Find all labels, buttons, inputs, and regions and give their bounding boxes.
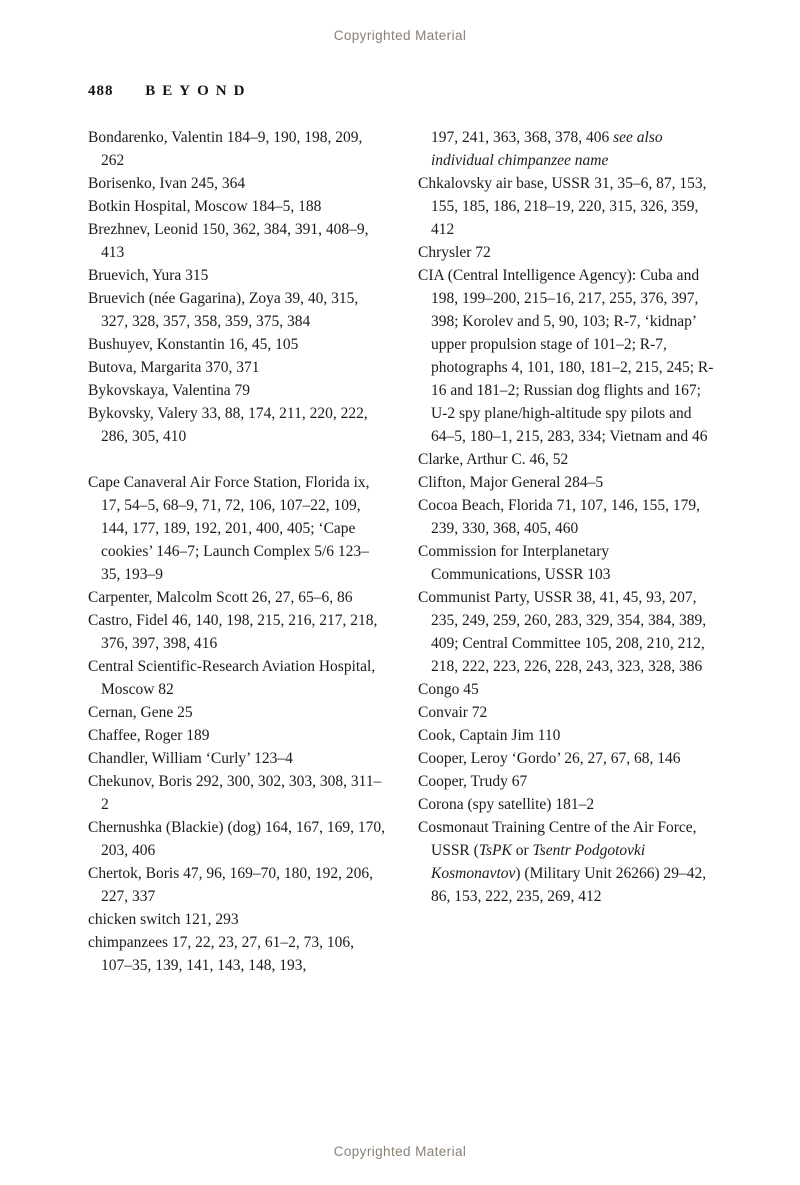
index-entry-text: Corona (spy satellite) 181–2 (418, 796, 595, 813)
index-entry (88, 724, 388, 747)
index-entry-italic-text: see also individual chimpanzee name (431, 129, 663, 169)
index-entry (88, 609, 388, 655)
index-entry (418, 264, 718, 448)
index-entry (418, 793, 718, 816)
index-entry (418, 471, 718, 494)
index-entry-text: chicken switch 121, 293 (88, 911, 239, 928)
index-entry (418, 241, 718, 264)
index-entry-text: Convair 72 (418, 704, 488, 721)
running-head: BEYOND (145, 83, 252, 99)
index-entry-text: or (511, 842, 533, 859)
index-column-right (418, 126, 718, 977)
index-entry (88, 333, 388, 356)
index-entry-text: Clarke, Arthur C. 46, 52 (418, 451, 569, 468)
index-entry-text: Chandler, William ‘Curly’ 123–4 (88, 750, 293, 767)
index-entry-text: Central Scientific-Research Aviation Hospital, Moscow 82 (88, 658, 376, 698)
index-entry-text: Chernushka (Blackie) (dog) 164, 167, 169, 170, 203, 406 (88, 819, 386, 859)
index-entry-text: CIA (Central Intelligence Agency): Cuba and 198, 199–200, 215–16, 217, 255, 376, 397, 398; Korolev and 5, 90, 103; R-7, ‘kidnap’ upper propulsion stage of 101–2; R-7, photographs 4, 101, 180, 181–2, 215, 245; R-16 and 181–2; Russian dog flights and 167; U-2 spy plane/high-altitude spy pilots and 64–5, 180–1, 215, 283, 334; Vietnam and 46 (418, 267, 714, 445)
index-entry (88, 586, 388, 609)
index-entry-text: ) (Military Unit 26266) 29–42, 86, 153, 222, 235, 269, 412 (431, 865, 707, 905)
index-entry-text: chimpanzees 17, 22, 23, 27, 61–2, 73, 106, 107–35, 139, 141, 143, 148, 193, (88, 934, 355, 974)
index-entry (88, 287, 388, 333)
index-entry-italic-text: TsPK (478, 842, 512, 859)
index-entry-text: Congo 45 (418, 681, 479, 698)
index-entry-text: Brezhnev, Leonid 150, 362, 384, 391, 408–9, 413 (88, 221, 369, 261)
index-entry-text: Clifton, Major General 284–5 (418, 474, 604, 491)
index-entry-text: Butova, Margarita 370, 371 (88, 359, 260, 376)
page-number: 488 (88, 83, 114, 99)
index-entry (418, 701, 718, 724)
index-entry (88, 816, 388, 862)
index-entry (88, 356, 388, 379)
page-header (88, 83, 800, 100)
index-entry (88, 471, 388, 586)
index-entry (88, 218, 388, 264)
index-entry-text: Bruevich (née Gagarina), Zoya 39, 40, 315, 327, 328, 357, 358, 359, 375, 384 (88, 290, 359, 330)
index-entry-text: Bushuyev, Konstantin 16, 45, 105 (88, 336, 299, 353)
index-entry (88, 931, 388, 977)
index-columns (0, 126, 800, 977)
index-entry-text: Castro, Fidel 46, 140, 198, 215, 216, 217, 218, 376, 397, 398, 416 (88, 612, 378, 652)
index-entry-text: Cape Canaveral Air Force Station, Florida ix, 17, 54–5, 68–9, 71, 72, 106, 107–22, 109, 144, 177, 189, 192, 201, 400, 405; ‘Cape cookies’ 146–7; Launch Complex 5/6 123–35, 193–9 (88, 474, 370, 583)
index-entry (418, 540, 718, 586)
index-entry-continuation (418, 126, 718, 172)
index-entry (88, 908, 388, 931)
index-entry-text: Communist Party, USSR 38, 41, 45, 93, 207, 235, 249, 259, 260, 283, 329, 354, 384, 389, 409; Central Committee 105, 208, 210, 212, 218, 222, 223, 226, 228, 243, 323, 328, 386 (418, 589, 707, 675)
index-entry-text: Cook, Captain Jim 110 (418, 727, 561, 744)
index-entry (88, 655, 388, 701)
copyright-notice-bottom: Copyrighted Material (333, 1144, 467, 1159)
index-entry-text: Chrysler 72 (418, 244, 491, 261)
index-entry-text: Carpenter, Malcolm Scott 26, 27, 65–6, 86 (88, 589, 353, 606)
index-entry-text: Cooper, Leroy ‘Gordo’ 26, 27, 67, 68, 146 (418, 750, 681, 767)
index-entry (418, 724, 718, 747)
index-entry (88, 379, 388, 402)
index-entry-text: Chekunov, Boris 292, 300, 302, 303, 308, 311–2 (88, 773, 382, 813)
index-entry-text: 197, 241, 363, 368, 378, 406 (431, 129, 614, 146)
index-entry-text: Borisenko, Ivan 245, 364 (88, 175, 246, 192)
index-entry-text: Chkalovsky air base, USSR 31, 35–6, 87, 153, 155, 185, 186, 218–19, 220, 315, 326, 359, 412 (418, 175, 707, 238)
index-entry-text: Bykovskaya, Valentina 79 (88, 382, 251, 399)
index-entry-text: Cocoa Beach, Florida 71, 107, 146, 155, 179, 239, 330, 368, 405, 460 (418, 497, 700, 537)
index-entry (418, 770, 718, 793)
index-entry (418, 678, 718, 701)
index-entry-italic-text: Tsentr Podgotovki Kosmonavtov (431, 842, 646, 882)
index-entry (88, 126, 388, 172)
index-entry (88, 264, 388, 287)
index-entry-text: Cernan, Gene 25 (88, 704, 193, 721)
index-entry-text: Bykovsky, Valery 33, 88, 174, 211, 220, 222, 286, 305, 410 (88, 405, 368, 445)
index-entry-text: Bondarenko, Valentin 184–9, 190, 198, 209, 262 (88, 129, 363, 169)
copyright-notice-top: Copyrighted Material (333, 28, 467, 43)
index-entry (88, 195, 388, 218)
index-entry (418, 586, 718, 678)
index-entry (88, 701, 388, 724)
index-entry-text: Cooper, Trudy 67 (418, 773, 528, 790)
index-entry (88, 862, 388, 908)
index-entry-text: Chertok, Boris 47, 96, 169–70, 180, 192, 206, 227, 337 (88, 865, 374, 905)
index-entry (418, 747, 718, 770)
index-entry (418, 448, 718, 471)
index-entry (88, 770, 388, 816)
index-entry-text: Chaffee, Roger 189 (88, 727, 210, 744)
index-entry (88, 172, 388, 195)
index-entry-text: Botkin Hospital, Moscow 184–5, 188 (88, 198, 322, 215)
index-entry (418, 816, 718, 908)
index-entry (88, 402, 388, 448)
index-entry-text: Bruevich, Yura 315 (88, 267, 209, 284)
index-column-left (88, 126, 388, 977)
index-entry (418, 172, 718, 241)
index-entry (88, 747, 388, 770)
index-entry (418, 494, 718, 540)
index-entry-text: Commission for Interplanetary Communications, USSR 103 (418, 543, 611, 583)
index-entry-text: Cosmonaut Training Centre of the Air Force, USSR ( (418, 819, 697, 859)
